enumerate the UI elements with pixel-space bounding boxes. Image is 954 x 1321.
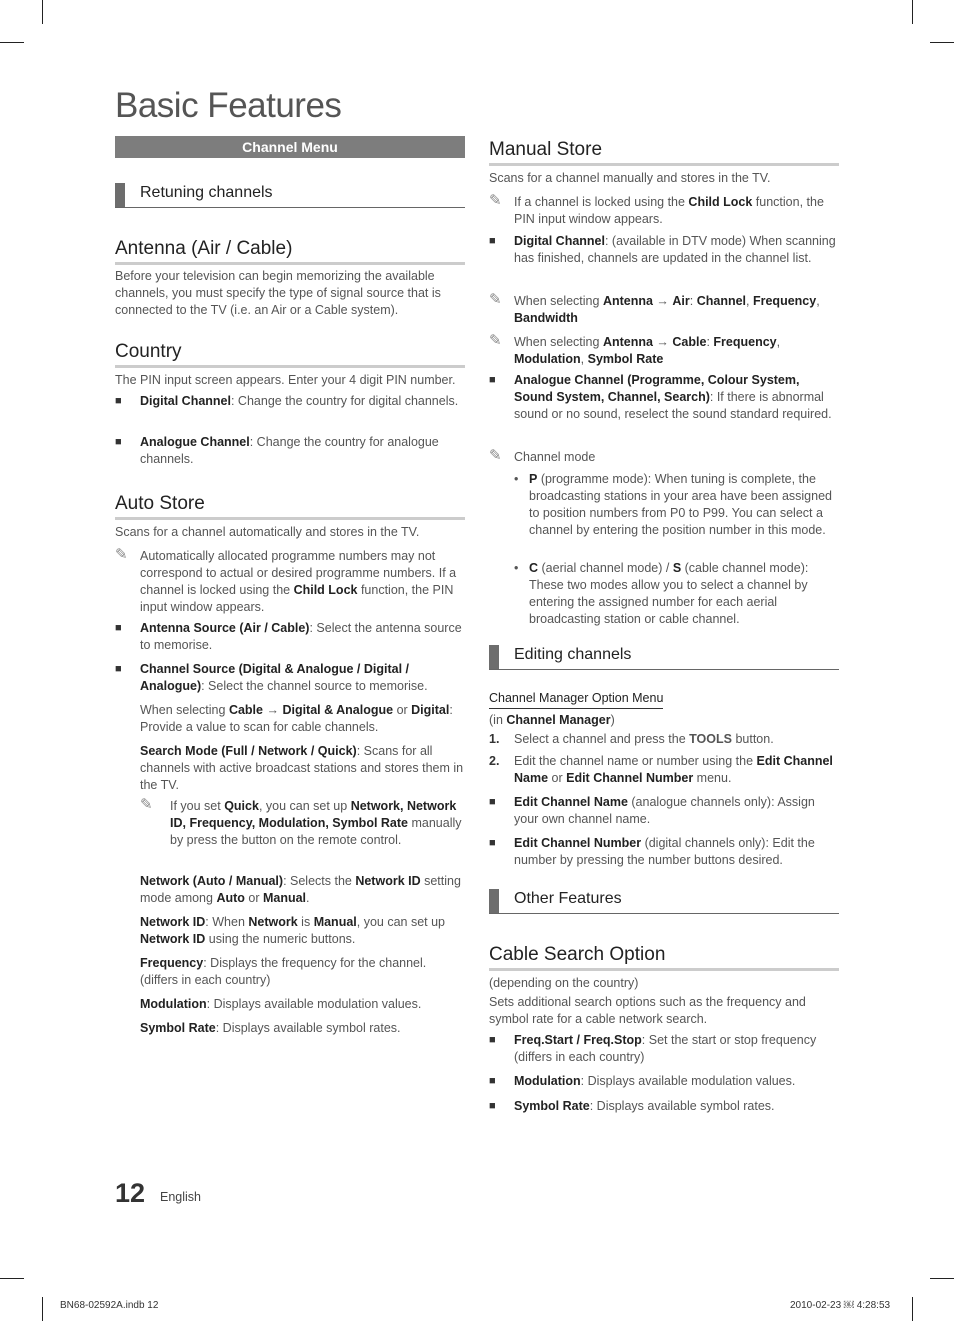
heading-antenna: Antenna (Air / Cable) — [115, 238, 465, 265]
pencil-note-icon: ✎ — [489, 332, 502, 349]
bullet-dot-icon: • — [514, 561, 519, 575]
crop-mark — [930, 42, 954, 43]
print-file-label: BN68-02592A.indb 12 — [60, 1300, 159, 1311]
crop-mark — [912, 1297, 913, 1321]
pencil-note-icon: ✎ — [489, 291, 502, 308]
heading-bar — [489, 889, 499, 913]
crop-mark — [930, 1278, 954, 1279]
bullet-square-icon: ■ — [115, 395, 122, 407]
pencil-note-icon: ✎ — [115, 546, 128, 563]
bullet-square-icon: ■ — [489, 1075, 496, 1087]
cable-note-text: When selecting Cable → Digital & Analogue or Digital: Provide a value to scan for cable channels. — [140, 703, 453, 734]
network-text: Network (Auto / Manual): Selects the Network ID setting mode among Auto or Manual. — [140, 874, 461, 905]
heading-cable-search-option: Cable Search Option — [489, 944, 839, 971]
heading-bar — [489, 645, 499, 669]
channel-manager-note: (in Channel Manager) — [489, 713, 615, 727]
crop-mark — [912, 0, 913, 24]
subsection-heading-retuning: Retuning channels — [115, 183, 465, 208]
subsection-heading-editing: Editing channels — [489, 645, 839, 670]
modulation-text: Modulation: Displays available modulation values. — [140, 997, 422, 1011]
crop-mark — [0, 42, 24, 43]
page-number: 12 — [115, 1178, 146, 1208]
cso-note: (depending on the country) — [489, 976, 639, 990]
heading-auto-store: Auto Store — [115, 493, 465, 520]
crop-mark — [42, 1297, 43, 1321]
country-text: The PIN input screen appears. Enter your 4 digit PIN number. — [115, 373, 456, 387]
auto-store-text: Scans for a channel automatically and stores in the TV. — [115, 525, 420, 539]
pencil-note-icon: ✎ — [489, 192, 502, 209]
bullet-square-icon: ■ — [489, 235, 496, 247]
pencil-note-icon: ✎ — [489, 447, 502, 464]
heading-country: Country — [115, 341, 465, 368]
print-timestamp: 2010-02-23 ￼ 4:28:53 — [790, 1300, 891, 1311]
bullet-square-icon: ■ — [115, 663, 122, 675]
frequency-text: Frequency: Displays the frequency for the channel. (differs in each country) — [140, 956, 427, 987]
bullet-square-icon: ■ — [489, 1034, 496, 1046]
bullet-square-icon: ■ — [489, 837, 496, 849]
pencil-note-icon: ✎ — [140, 796, 153, 813]
crop-mark — [0, 1278, 24, 1279]
subsection-heading-other: Other Features — [489, 889, 839, 914]
bullet-square-icon: ■ — [115, 436, 122, 448]
bullet-square-icon: ■ — [489, 1100, 496, 1112]
manual-store-text: Scans for a channel manually and stores in the TV. — [489, 171, 771, 185]
bullet-square-icon: ■ — [489, 374, 496, 386]
antenna-text: Before your television can begin memorizing the available channels, you must specify the type of signal source that is connected to the TV (i.e. an Air or a Cable system). — [115, 269, 441, 317]
page-title: Basic Features — [115, 86, 342, 125]
symbol-rate-text: Symbol Rate: Displays available symbol rates. — [140, 1021, 401, 1035]
section-banner: Channel Menu — [115, 136, 465, 158]
heading-manual-store: Manual Store — [489, 139, 839, 166]
crop-mark — [42, 0, 43, 24]
heading-bar — [115, 183, 125, 207]
network-id-text: Network ID: When Network is Manual, you can set up Network ID using the numeric buttons. — [140, 915, 446, 946]
bullet-square-icon: ■ — [489, 796, 496, 808]
cso-text: Sets additional search options such as the frequency and symbol rate for a cable network search. — [489, 995, 806, 1026]
search-mode-text: Search Mode (Full / Network / Quick): Scans for all channels with active broadcast stations and stores them in the TV. — [140, 744, 464, 792]
bullet-square-icon: ■ — [115, 622, 122, 634]
bullet-dot-icon: • — [514, 472, 519, 486]
page-language: English — [160, 1190, 201, 1204]
channel-manager-option-menu-heading: Channel Manager Option Menu — [489, 690, 663, 709]
